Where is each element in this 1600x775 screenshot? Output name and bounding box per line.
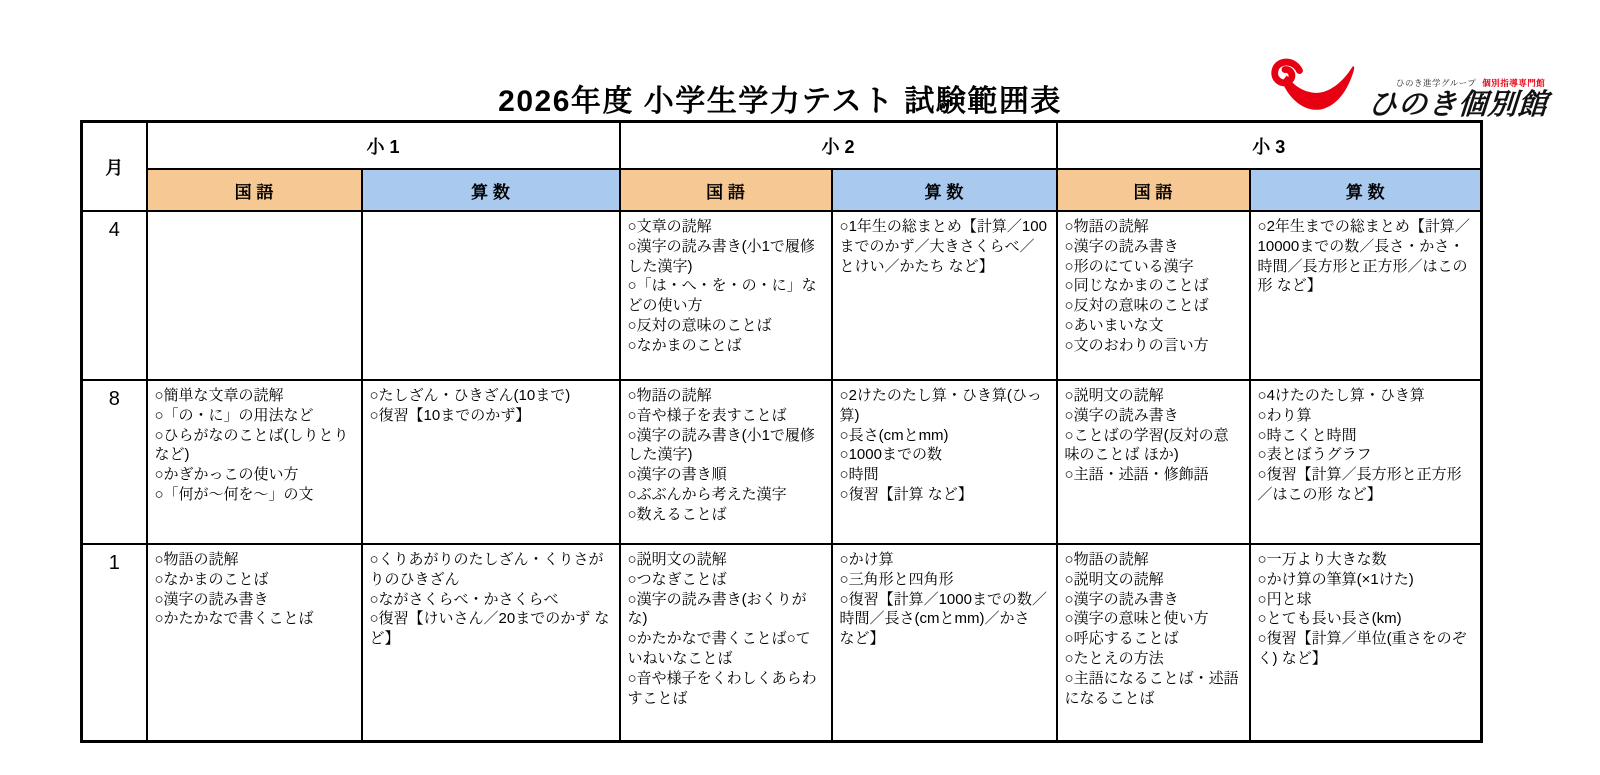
cell-m4-sho1-kokugo <box>147 211 362 380</box>
topic-line: ○とても長い長さ(km) <box>1257 610 1402 628</box>
topic-line: ○かたかなで書くことば <box>154 610 314 628</box>
topic-line: ○なかまのことば <box>154 570 269 588</box>
topic-line: ○なかまのことば <box>627 336 742 354</box>
cell-m1-sho1-sansu <box>362 544 620 742</box>
topic-line: ○反対の意味のことば <box>627 316 772 334</box>
topic-line: ○長さ(cmとmm) <box>839 426 949 444</box>
topic-line: ○復習【計算 など】 <box>839 485 973 503</box>
cell-m4-sho3-sansu <box>1250 211 1482 380</box>
cell-m4-sho1-sansu <box>362 211 620 380</box>
cell-m8-sho3-kokugo <box>1057 380 1250 544</box>
topic-line: ○2年生までの総まとめ【計算／10000までの数／長さ・かさ・時間／長方形と正方形／はこの形 など】 <box>1257 218 1470 295</box>
topic-line: ○呼応することば <box>1064 630 1179 648</box>
page-title: 2026年度 小学生学力テスト 試験範囲表 <box>498 85 1062 118</box>
topic-line: ○説明文の読解 <box>627 551 727 568</box>
topic-line: ○漢字の読み書き(小1で履修した漢字) <box>627 426 815 464</box>
topic-line: ○ひらがなのことば(しりとりなど) <box>154 426 349 464</box>
cell-m4-sho2-sansu <box>832 211 1057 380</box>
grade-header-sho1: 小 1 <box>147 122 620 170</box>
topic-line: ○漢字の読み書き <box>1064 406 1179 424</box>
topic-line: ○「何が〜何を〜」の文 <box>154 485 314 503</box>
logo-text <box>1368 78 1548 122</box>
topic-line: ○復習【10までのかず】 <box>369 406 531 424</box>
table-row-month-4 <box>82 211 1482 380</box>
company-logo <box>1266 56 1548 122</box>
topic-line: ○主語・述語・修飾語 <box>1064 466 1209 484</box>
topic-line: ○主語になることば・述語になることば <box>1064 669 1239 707</box>
topic-line: ○ぶぶんから考えた漢字 <box>627 485 787 503</box>
topic-line: ○かぎかっこの使い方 <box>154 466 299 484</box>
cell-m8-sho2-sansu <box>832 380 1057 544</box>
topic-line: ○表とぼうグラフ <box>1257 446 1372 464</box>
topic-line: ○漢字の読み書き <box>154 590 269 608</box>
logo-tagline <box>1396 78 1545 88</box>
cell-m1-sho1-kokugo <box>147 544 362 742</box>
topic-line: ○物語の読解 <box>1064 218 1149 235</box>
grade-header-sho3: 小 3 <box>1057 122 1482 170</box>
table-row-month-1 <box>82 544 1482 742</box>
topic-line: ○簡単な文章の読解 <box>154 387 284 404</box>
cell-m8-sho3-sansu <box>1250 380 1482 544</box>
subject-header-sho1-kokugo: 国 語 <box>147 169 362 211</box>
grade-header-row <box>82 122 1482 170</box>
topic-line: ○漢字の読み書き <box>1064 590 1179 608</box>
topic-line: ○物語の読解 <box>1064 551 1149 568</box>
topic-line: ○漢字の読み書き(小1で履修した漢字) <box>627 237 815 275</box>
topic-line: ○円と球 <box>1257 590 1312 608</box>
subject-header-sho3-kokugo: 国 語 <box>1057 169 1250 211</box>
logo-tagline-group: ひのき進学グループ <box>1395 78 1477 88</box>
topic-line: ○時間 <box>839 466 879 484</box>
topic-line: ○たとえの方法 <box>1064 649 1164 667</box>
cell-m8-sho2-kokugo <box>620 380 832 544</box>
cell-m4-sho2-kokugo <box>620 211 832 380</box>
topic-line: ○形のにている漢字 <box>1064 257 1194 275</box>
cell-m8-sho1-sansu <box>362 380 620 544</box>
topic-line: ○つなぎことば <box>627 570 727 588</box>
topic-line: ○復習【計算／単位(重さをのぞく) など】 <box>1257 630 1467 667</box>
cell-m8-sho1-kokugo <box>147 380 362 544</box>
logo-name: ひのき個別館 <box>1366 89 1550 121</box>
table-row-month-8 <box>82 380 1482 544</box>
grade-header-sho2: 小 2 <box>620 122 1057 170</box>
topic-line: ○「は・へ・を・の・に」などの使い方 <box>627 277 817 315</box>
topic-line: ○1000までの数 <box>839 446 942 464</box>
topic-line: ○漢字の読み書き(おくりがな) <box>627 590 807 628</box>
topic-line: ○かけ算の筆算(×1けた) <box>1257 570 1414 588</box>
topic-line: ○時こくと時間 <box>1257 426 1357 444</box>
exam-range-table <box>80 120 1483 743</box>
topic-line: ○復習【けいさん／20までのかず など】 <box>369 610 610 648</box>
topic-line: ○一万より大きな数 <box>1257 551 1387 568</box>
topic-line: ○文章の読解 <box>627 218 712 235</box>
cell-m1-sho2-kokugo <box>620 544 832 742</box>
topic-line: ○わり算 <box>1257 406 1312 424</box>
topic-line: ○ことばの学習(反対の意味のことば ほか) <box>1064 426 1229 464</box>
logo-swoosh-icon <box>1266 56 1364 120</box>
topic-line: ○物語の読解 <box>627 387 712 404</box>
topic-line: ○漢字の書き順 <box>627 466 727 484</box>
topic-line: ○音や様子を表すことば <box>627 406 787 424</box>
cell-m1-sho3-sansu <box>1250 544 1482 742</box>
month-label: 4 <box>82 211 147 380</box>
topic-line: ○漢字の意味と使い方 <box>1064 610 1209 628</box>
subject-header-sho2-sansu: 算 数 <box>832 169 1057 211</box>
topic-line: ○同じなかまのことば <box>1064 277 1209 295</box>
topic-line: ○数えることば <box>627 505 727 523</box>
topic-line: ○くりあがりのたしざん・くりさがりのひきざん <box>369 551 604 588</box>
cell-m1-sho2-sansu <box>832 544 1057 742</box>
topic-line: ○あいまいな文 <box>1064 316 1164 334</box>
topic-line: ○ながさくらべ・かさくらべ <box>369 590 559 608</box>
topic-line: ○音や様子をくわしくあらわすことば <box>627 669 817 707</box>
topic-line: ○漢字の読み書き <box>1064 237 1179 255</box>
topic-line: ○かけ算 <box>839 551 894 568</box>
topic-line: ○4けたのたし算・ひき算 <box>1257 387 1425 404</box>
topic-line: ○文のおわりの言い方 <box>1064 336 1209 354</box>
topic-line: ○説明文の読解 <box>1064 570 1164 588</box>
cell-m1-sho3-kokugo <box>1057 544 1250 742</box>
subject-header-sho2-kokugo: 国 語 <box>620 169 832 211</box>
month-label: 8 <box>82 380 147 544</box>
topic-line: ○1年生の総まとめ【計算／100までのかず／大きさくらべ／とけい／かたち など】 <box>839 218 1047 275</box>
subject-header-sho1-sansu: 算 数 <box>362 169 620 211</box>
topic-line: ○「の・に」の用法など <box>154 406 314 424</box>
logo-tagline-specialty: 個別指導専門館 <box>1482 78 1546 88</box>
topic-line: ○物語の読解 <box>154 551 239 568</box>
topic-line: ○かたかなで書くことば○ていねいなことば <box>627 630 811 667</box>
topic-line: ○復習【計算／長方形と正方形／はこの形 など】 <box>1257 466 1462 503</box>
subject-header-row <box>82 169 1482 211</box>
topic-line: ○2けたのたし算・ひき算(ひっ算) <box>839 387 1042 424</box>
topic-line: ○反対の意味のことば <box>1064 297 1209 315</box>
subject-header-sho3-sansu: 算 数 <box>1250 169 1482 211</box>
topic-line: ○説明文の読解 <box>1064 387 1164 404</box>
topic-line: ○三角形と四角形 <box>839 570 954 588</box>
month-column-header: 月 <box>82 122 147 212</box>
topic-line: ○たしざん・ひきざん(10まで) <box>369 387 571 404</box>
topic-line: ○復習【計算／1000までの数／時間／長さ(cmとmm)／かさ など】 <box>839 590 1047 648</box>
cell-m4-sho3-kokugo <box>1057 211 1250 380</box>
month-label: 1 <box>82 544 147 742</box>
